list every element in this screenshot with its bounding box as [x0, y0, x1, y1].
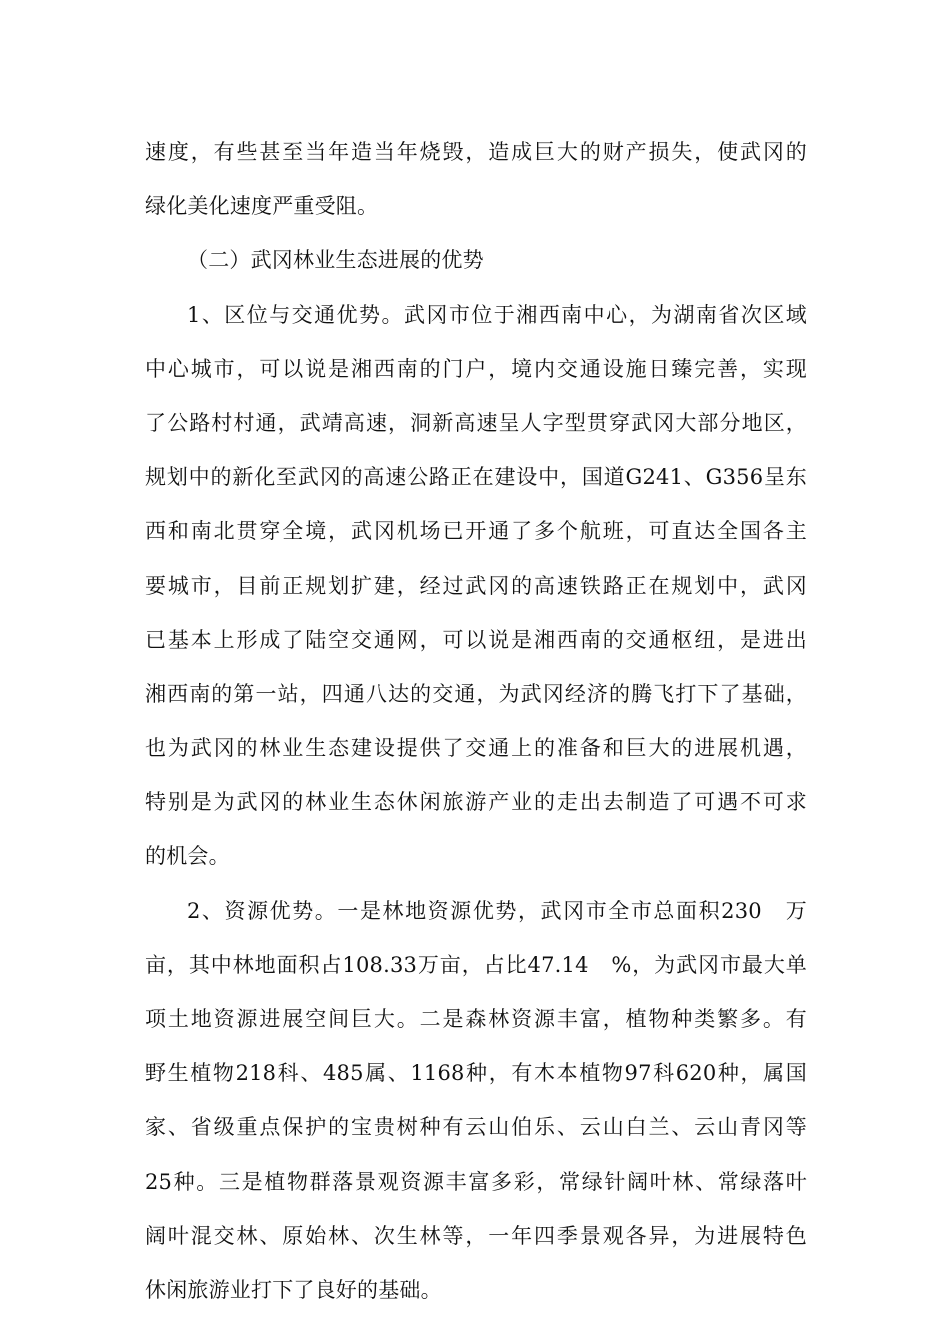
paragraph-line: 西和南北贯穿全境，武冈机场已开通了多个航班，可直达全国各主 — [145, 519, 807, 544]
paragraph-line: 1、区位与交通优势。武冈市位于湘西南中心，为湖南省次区域 — [187, 302, 807, 327]
paragraph-line: 野生植物218科、485属、1168种，有木本植物97科620种，属国 — [145, 1061, 807, 1086]
paragraph-line: 中心城市，可以说是湘西南的门户，境内交通设施日臻完善，实现 — [145, 356, 807, 381]
paragraph-line: 特别是为武冈的林业生态休闲旅游产业的走出去制造了可遇不可求 — [145, 790, 807, 815]
paragraph-line: 规划中的新化至武冈的高速公路正在建设中，国道G241、G356呈东 — [145, 465, 807, 490]
paragraph-line: 阔叶混交林、原始林、次生林等，一年四季景观各异，为进展特色 — [145, 1223, 807, 1248]
paragraph-line: 的机会。 — [145, 844, 230, 869]
paragraph-line: 了公路村村通，武靖高速，洞新高速呈人字型贯穿武冈大部分地区， — [145, 410, 807, 435]
paragraph-line: 湘西南的第一站，四通八达的交通，为武冈经济的腾飞打下了基础， — [145, 681, 807, 706]
paragraph-line: 25种。三是植物群落景观资源丰富多彩，常绿针阔叶林、常绿落叶 — [145, 1169, 807, 1194]
paragraph-line: 亩，其中林地面积占108.33万亩，占比47.14 %，为武冈市最大单 — [145, 952, 807, 977]
paragraph-line: 项土地资源进展空间巨大。二是森林资源丰富，植物种类繁多。有 — [145, 1007, 807, 1031]
paragraph-line: 要城市，目前正规划扩建，经过武冈的高速铁路正在规划中，武冈 — [145, 573, 807, 598]
paragraph-line: 已基本上形成了陆空交通网，可以说是湘西南的交通枢纽，是进出 — [145, 627, 807, 652]
section-heading: （二）武冈林业生态进展的优势 — [187, 248, 484, 273]
document-body — [145, 125, 807, 1317]
paragraph-line: 休闲旅游业打下了良好的基础。 — [145, 1277, 442, 1302]
paragraph-line: 速度，有些甚至当年造当年烧毁，造成巨大的财产损失，使武冈的 — [145, 140, 807, 164]
paragraph-line: 绿化美化速度严重受阻。 — [145, 194, 379, 219]
paragraph-line: 家、省级重点保护的宝贵树种有云山伯乐、云山白兰、云山青冈等 — [145, 1115, 807, 1140]
paragraph-line: 2、资源优势。一是林地资源优势，武冈市全市总面积230 万 — [187, 898, 807, 923]
paragraph-line: 也为武冈的林业生态建设提供了交通上的准备和巨大的进展机遇， — [145, 736, 807, 761]
